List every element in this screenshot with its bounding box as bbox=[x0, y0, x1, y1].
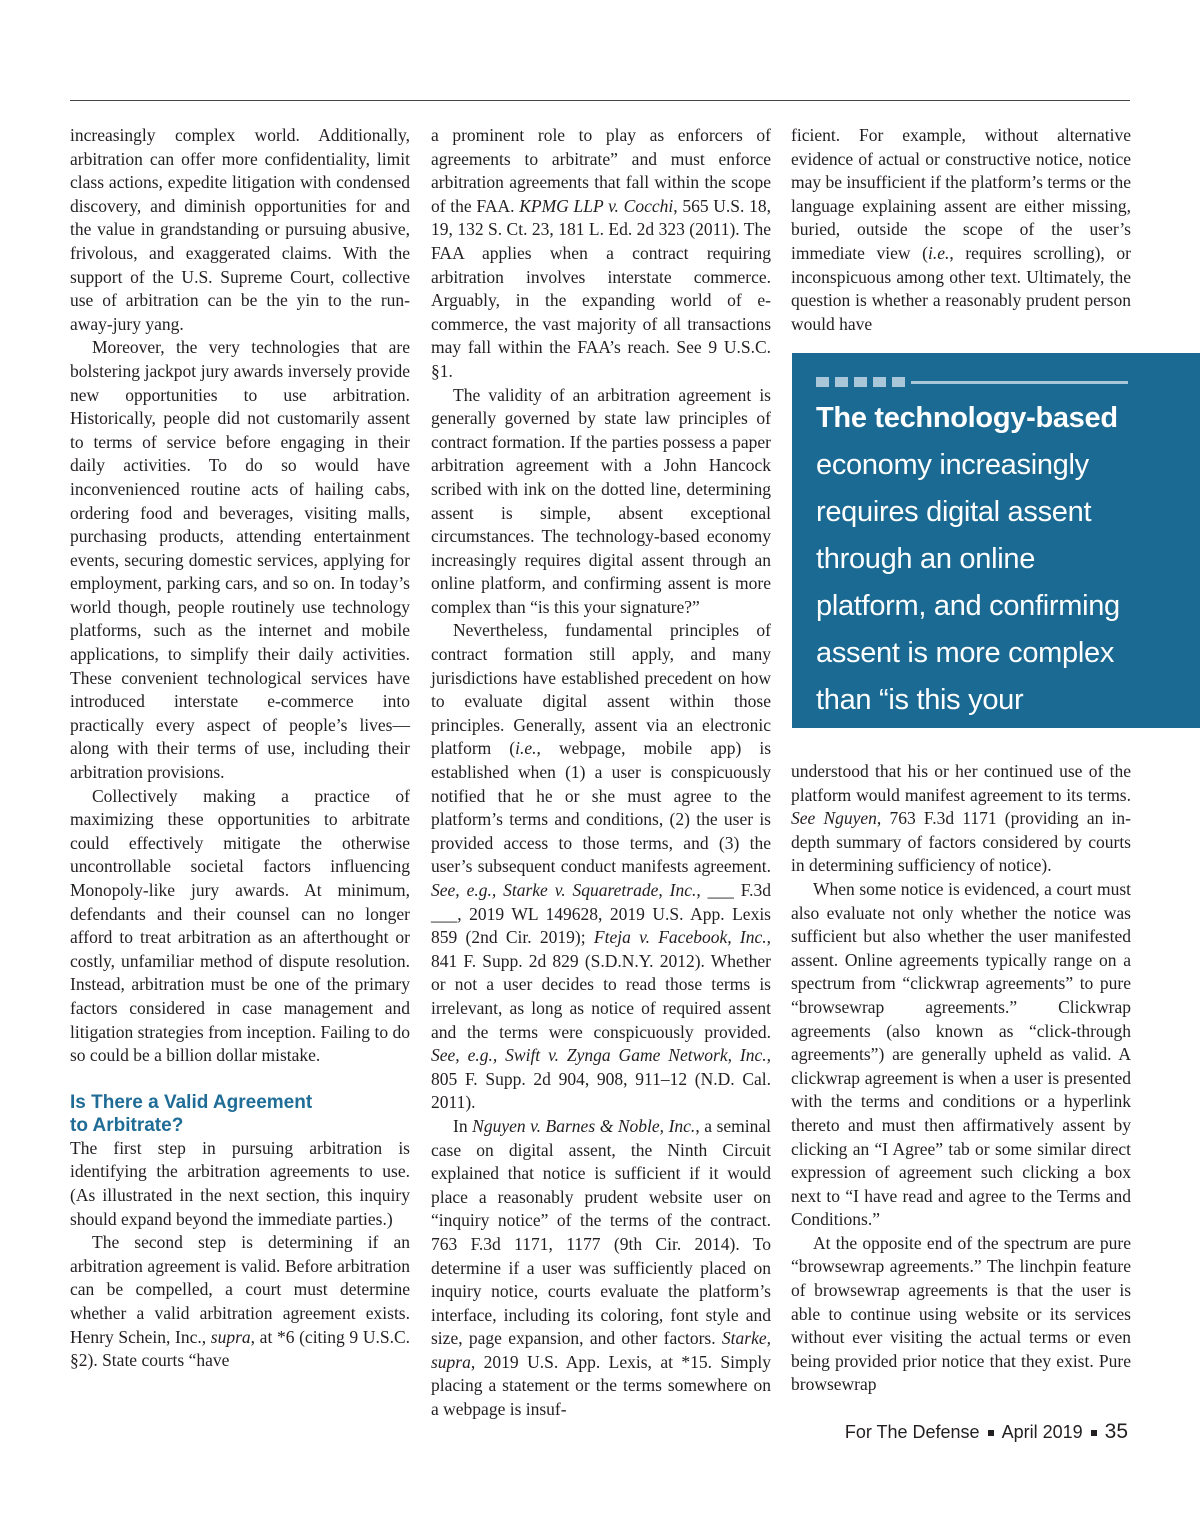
header-rule bbox=[70, 100, 1130, 101]
publication-name: For The Defense bbox=[844, 1422, 980, 1442]
paragraph: Moreover, the very technologies that are bolstering jackpot jury awards inversely provide new opportunities to use arbitration. Historically, people did not customarily assent to terms of service before engaging in their daily activities. To do so would have inconvenienced routine acts of hailing cabs, ordering food and beverages, visiting malls, purchasing products, attending entertainment events, securing domestic services, applying for employment, parking cars, and so on. In today’s world though, people routinely use technology platforms, such as the internet and mobile applications, to simplify their daily activities. These convenient technological services have introduced interstate e-commerce into practically every aspect of people’s lives—along with their terms of use, including their arbitration provisions. bbox=[70, 337, 410, 783]
pull-quote bbox=[792, 353, 1200, 763]
pull-quote-lead: The technology-based bbox=[816, 402, 1118, 434]
pull-quote-rest: economy increasingly requires digital assent through an online platform, and confirming assent is more complex than “is this your signature?” bbox=[816, 449, 1120, 763]
decorative-dots bbox=[816, 377, 1128, 387]
separator-icon bbox=[1091, 1430, 1097, 1436]
separator-icon bbox=[988, 1430, 994, 1436]
column-2 bbox=[431, 124, 771, 1422]
paragraph: When some notice is evidenced, a court must also evaluate not only whether the notice was sufficient but also whether the user manifested assent. Online agreements typically range on a spectrum from “clickwrap agreements” to pure “browsewrap agreements.” Clickwrap agreements (also known as “click-through agreements”) are generally upheld as valid. A clickwrap agreement is when a user is presented with the terms and conditions or a hyperlink thereto and must then affirmatively assent by clicking an “I Agree” tab or some similar direct expression of agreement such clicking a box next to “I have read and agree to the Terms and Conditions.” bbox=[791, 878, 1131, 1230]
paragraph: The first step in pursuing arbitration is identifying the arbitration agreements to use. (As illustrated in the next section, this inquiry should expand beyond the immediate parties.) bbox=[70, 1137, 410, 1229]
page-footer bbox=[845, 1420, 1128, 1444]
column-3-bottom bbox=[791, 760, 1131, 1397]
heading-line-2: to Arbitrate? bbox=[70, 1114, 184, 1136]
paragraph: The validity of an arbitration agreement is generally governed by state law principles of contract formation. If the parties possess a paper arbitration agreement with a John Hancock scribed with ink on the dotted line, determining assent is simple, absent exceptional circumstances. The technology-based economy increasingly requires digital assent through an online platform, and confirming assent is more complex than “is this your signature?” bbox=[431, 384, 771, 617]
paragraph: At the opposite end of the spectrum are pure “browsewrap agreements.” The linchpin feature of browsewrap agreements is that the user is able to continue using website or its services without ever visiting the actual terms or even being provided prior notice that they exist. Pure browsewrap bbox=[791, 1232, 1131, 1395]
issue-date: April 2019 bbox=[1001, 1422, 1083, 1442]
paragraph: understood that his or her continued use of the platform would manifest agreement to its terms. See Nguyen, 763 F.3d 1171 (providing an in-depth summary of factors considered by courts in determining sufficiency of notice). bbox=[791, 761, 1131, 876]
paragraph: ficient. For example, without alternative evidence of actual or constructive notice, notice may be insufficient if the platform’s terms or the language explaining assent are either missing, buried, outside the scope of the user’s immediate view (i.e., requires scrolling), or inconspicuous among other text. Ultimately, the question is whether a reasonably prudent person would have bbox=[791, 125, 1131, 334]
paragraph: a prominent role to play as enforcers of agreements to arbitrate” and must enforce arbitration agreements that fall within the scope of the FAA. KPMG LLP v. Cocchi, 565 U.S. 18, 19, 132 S. Ct. 23, 181 L. Ed. 2d 323 (2011). The FAA applies when a contract requiring arbitration involves interstate commerce. Arguably, in the expanding world of e-commerce, the vast majority of all transactions may fall within the FAA’s reach. See 9 U.S.C. §1. bbox=[431, 125, 772, 381]
pull-quote-text bbox=[816, 395, 1136, 771]
section-heading bbox=[70, 1091, 410, 1137]
paragraph: In Nguyen v. Barnes & Noble, Inc., a seminal case on digital assent, the Ninth Circuit explained that notice is sufficient if it would place a reasonably prudent website user on “inquiry notice” of the terms of the contract. 763 F.3d 1171, 1177 (9th Cir. 2014). To determine if a user was sufficiently placed on inquiry notice, courts evaluate the platform’s interface, including its coloring, font style and size, page expansion, and other factors. Starke, supra, 2019 U.S. App. Lexis, at *15. Simply placing a statement or the terms somewhere on a webpage is insuf- bbox=[431, 1115, 771, 1420]
page-number: 35 bbox=[1104, 1420, 1128, 1443]
heading-line-1: Is There a Valid Agreement bbox=[70, 1091, 313, 1113]
paragraph: Nevertheless, fundamental principles of contract formation still apply, and many jurisdictions have established precedent on how to evaluate digital assent within those principles. Generally, assent via an electronic platform (i.e., webpage, mobile app) is established when (1) a user is conspicuously notified that he or she must agree to the platform’s terms and conditions, (2) the user is provided access to those terms, and (3) the user’s subsequent conduct manifests agreement. See, e.g., Starke v. Squaretrade, Inc., ___ F.3d ___, 2019 WL 149628, 2019 U.S. App. Lexis 859 (2nd Cir. 2019); Fteja v. Facebook, Inc., 841 F. Supp. 2d 829 (S.D.N.Y. 2012). Whether or not a user decides to read those terms is irrelevant, as long as notice of required assent and the terms were conspicuously provided. See, e.g., Swift v. Zynga Game Network, Inc., 805 F. Supp. 2d 904, 908, 911–12 (N.D. Cal. 2011). bbox=[431, 620, 772, 1113]
column-3-top bbox=[791, 124, 1131, 336]
column-1 bbox=[70, 124, 410, 1373]
paragraph: increasingly complex world. Additionally, arbitration can offer more confidentiality, limit class actions, expedite litigation with condensed discovery, and diminish opportunities for and the value in grandstanding or pursuing abusive, frivolous, and exaggerated claims. With the support of the U.S. Supreme Court, collective use of arbitration can be the yin to the run-away-jury yang. bbox=[70, 125, 410, 334]
paragraph: The second step is determining if an arbitration agreement is valid. Before arbitration can be compelled, a court must determine whether a valid arbitration agreement exists. Henry Schein, Inc., supra, at *6 (citing 9 U.S.C. §2). State courts “have bbox=[70, 1232, 410, 1371]
paragraph: Collectively making a practice of maximizing these opportunities to arbitrate could effectively mitigate the otherwise uncontrollable societal factors influencing Monopoly-like jury awards. At minimum, defendants and their counsel can no longer afford to treat arbitration as an afterthought or costly, unfamiliar method of dispute resolution. Instead, arbitration must be one of the primary factors considered in case management and litigation strategies from inception. Failing to do so could be a billion dollar mistake. bbox=[70, 785, 410, 1066]
